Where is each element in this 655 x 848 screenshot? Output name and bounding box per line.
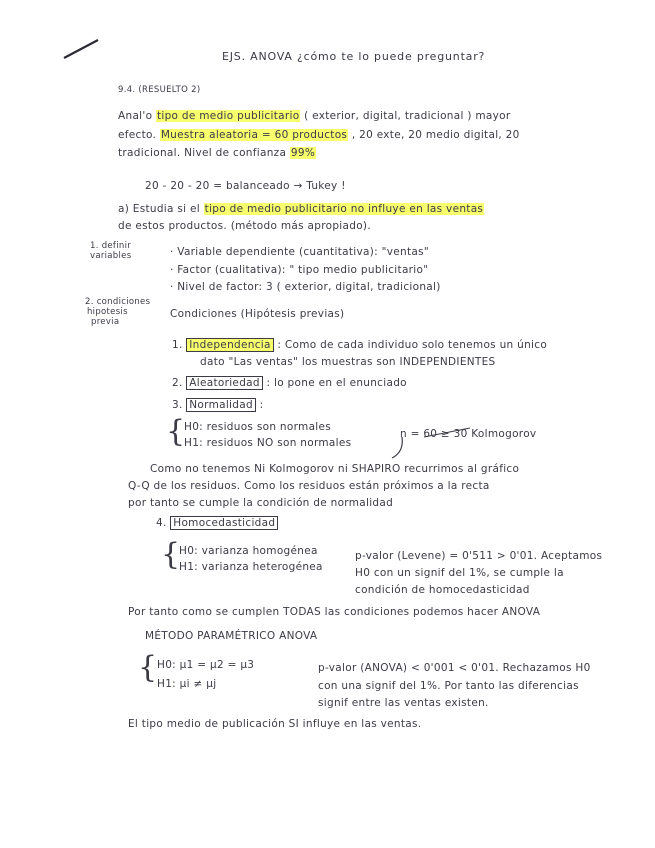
text-span: a) Estudia si el	[118, 203, 201, 215]
problem-line-3	[118, 147, 316, 159]
question-a-line-2: de estos productos. (método más apropiado).	[118, 220, 371, 232]
highlighted-sample: Muestra aleatoria = 60 productos	[160, 129, 348, 141]
factor-levels: · Nivel de factor: 3 ( exterior, digital, tradicional)	[170, 281, 441, 293]
condition-homoscedasticity	[156, 517, 278, 529]
text-span: 3.	[172, 399, 183, 411]
anova-h1: H1: μi ≠ μj	[157, 678, 217, 690]
variable-dependent: · Variable dependiente (cuantitativa): "ventas"	[170, 246, 430, 258]
anova-h0: H0: μ1 = μ2 = μ3	[157, 659, 255, 671]
page-title: EJS. ANOVA ¿cómo te lo puede preguntar?	[222, 50, 486, 63]
condition-independence	[172, 339, 547, 351]
brace-icon: {	[166, 414, 186, 449]
normality-paragraph-3: por tanto se cumple la condición de normalidad	[128, 497, 394, 509]
text-span: 4.	[156, 517, 167, 529]
step1-label-2: variables	[90, 251, 132, 261]
text-span: 1.	[172, 339, 183, 351]
question-a	[118, 203, 484, 215]
problem-line-2	[118, 129, 520, 141]
levene-line-1: p-valor (Levene) = 0'511 > 0'01. Aceptamos	[355, 550, 603, 562]
boxed-label-homoscedasticity: Homocedasticidad	[170, 516, 278, 530]
boxed-label-normality: Normalidad	[186, 398, 256, 412]
highlighted-confidence: 99%	[290, 147, 316, 159]
balanced-note: 20 - 20 - 20 = balanceado → Tukey !	[145, 180, 346, 192]
levene-line-3: condición de homocedasticidad	[355, 584, 530, 596]
text-span: , 20 exte, 20 medio digital, 20	[351, 129, 520, 141]
levene-line-2: H0 con un signif del 1%, se cumple la	[355, 567, 564, 579]
h0-homoscedasticity: H0: varianza homogénea	[179, 545, 318, 557]
conclusion-line-1: Por tanto como se cumplen TODAS las condiciones podemos hacer ANOVA	[128, 606, 541, 618]
variable-factor: · Factor (cualitativa): " tipo medio publicitario"	[170, 264, 429, 276]
h0-normality: H0: residuos son normales	[184, 421, 332, 433]
boxed-label-independence: Independencia	[186, 338, 273, 352]
condition-randomness	[172, 377, 407, 389]
text-span: : lo pone en el enunciado	[266, 377, 407, 389]
step2-label: 2. condiciones	[85, 297, 151, 307]
anova-result-1: p-valor (ANOVA) < 0'001 < 0'01. Rechazamos H0	[318, 662, 591, 674]
anova-result-2: con una signif del 1%. Por tanto las diferencias	[318, 680, 579, 692]
h1-homoscedasticity: H1: varianza heterogénea	[179, 561, 323, 573]
h1-normality: H1: residuos NO son normales	[184, 437, 352, 449]
problem-line-1	[118, 110, 511, 122]
text-span: Anal'o	[118, 110, 153, 122]
exercise-label: 9.4. (RESUELTO 2)	[118, 85, 201, 95]
text-span: : Como de cada individuo solo tenemos un único	[277, 339, 548, 351]
boxed-label-randomness: Aleatoriedad	[186, 376, 263, 390]
highlighted-question: tipo de medio publicitario no influye en las ventas	[204, 203, 484, 215]
brace-icon: {	[138, 650, 158, 685]
method-heading: MÉTODO PARAMÉTRICO ANOVA	[145, 630, 318, 642]
step1-label: 1. definir	[90, 241, 132, 251]
anova-result-3: signif entre las ventas existen.	[318, 697, 489, 709]
sample-size-note: n = 60 ≥ 30 Kolmogorov	[400, 428, 537, 440]
text-span: efecto.	[118, 129, 157, 141]
step2-label-2: hipotesis	[87, 307, 128, 317]
text-span: tradicional. Nivel de confianza	[118, 147, 287, 159]
curved-arrow-icon	[392, 437, 402, 458]
text-span: ( exterior, digital, tradicional ) mayor	[304, 110, 511, 122]
condition-independence-2: dato "Las ventas" los muestras son INDEPENDIENTES	[200, 356, 496, 368]
step2-label-3: previa	[91, 317, 120, 327]
brace-icon: {	[161, 537, 181, 572]
text-span: 2.	[172, 377, 183, 389]
highlighted-factor: tipo de medio publicitario	[156, 110, 300, 122]
final-conclusion: El tipo medio de publicación SI influye en las ventas.	[128, 718, 422, 730]
condition-normality	[172, 399, 263, 411]
text-span: :	[259, 399, 264, 411]
conditions-header: Condiciones (Hipótesis previas)	[170, 308, 345, 320]
normality-paragraph-2: Q-Q de los residuos. Como los residuos están próximos a la recta	[128, 480, 490, 492]
normality-paragraph-1: Como no tenemos Ni Kolmogorov ni SHAPIRO recurrimos al gráfico	[150, 463, 520, 475]
pen-mark	[64, 40, 98, 58]
